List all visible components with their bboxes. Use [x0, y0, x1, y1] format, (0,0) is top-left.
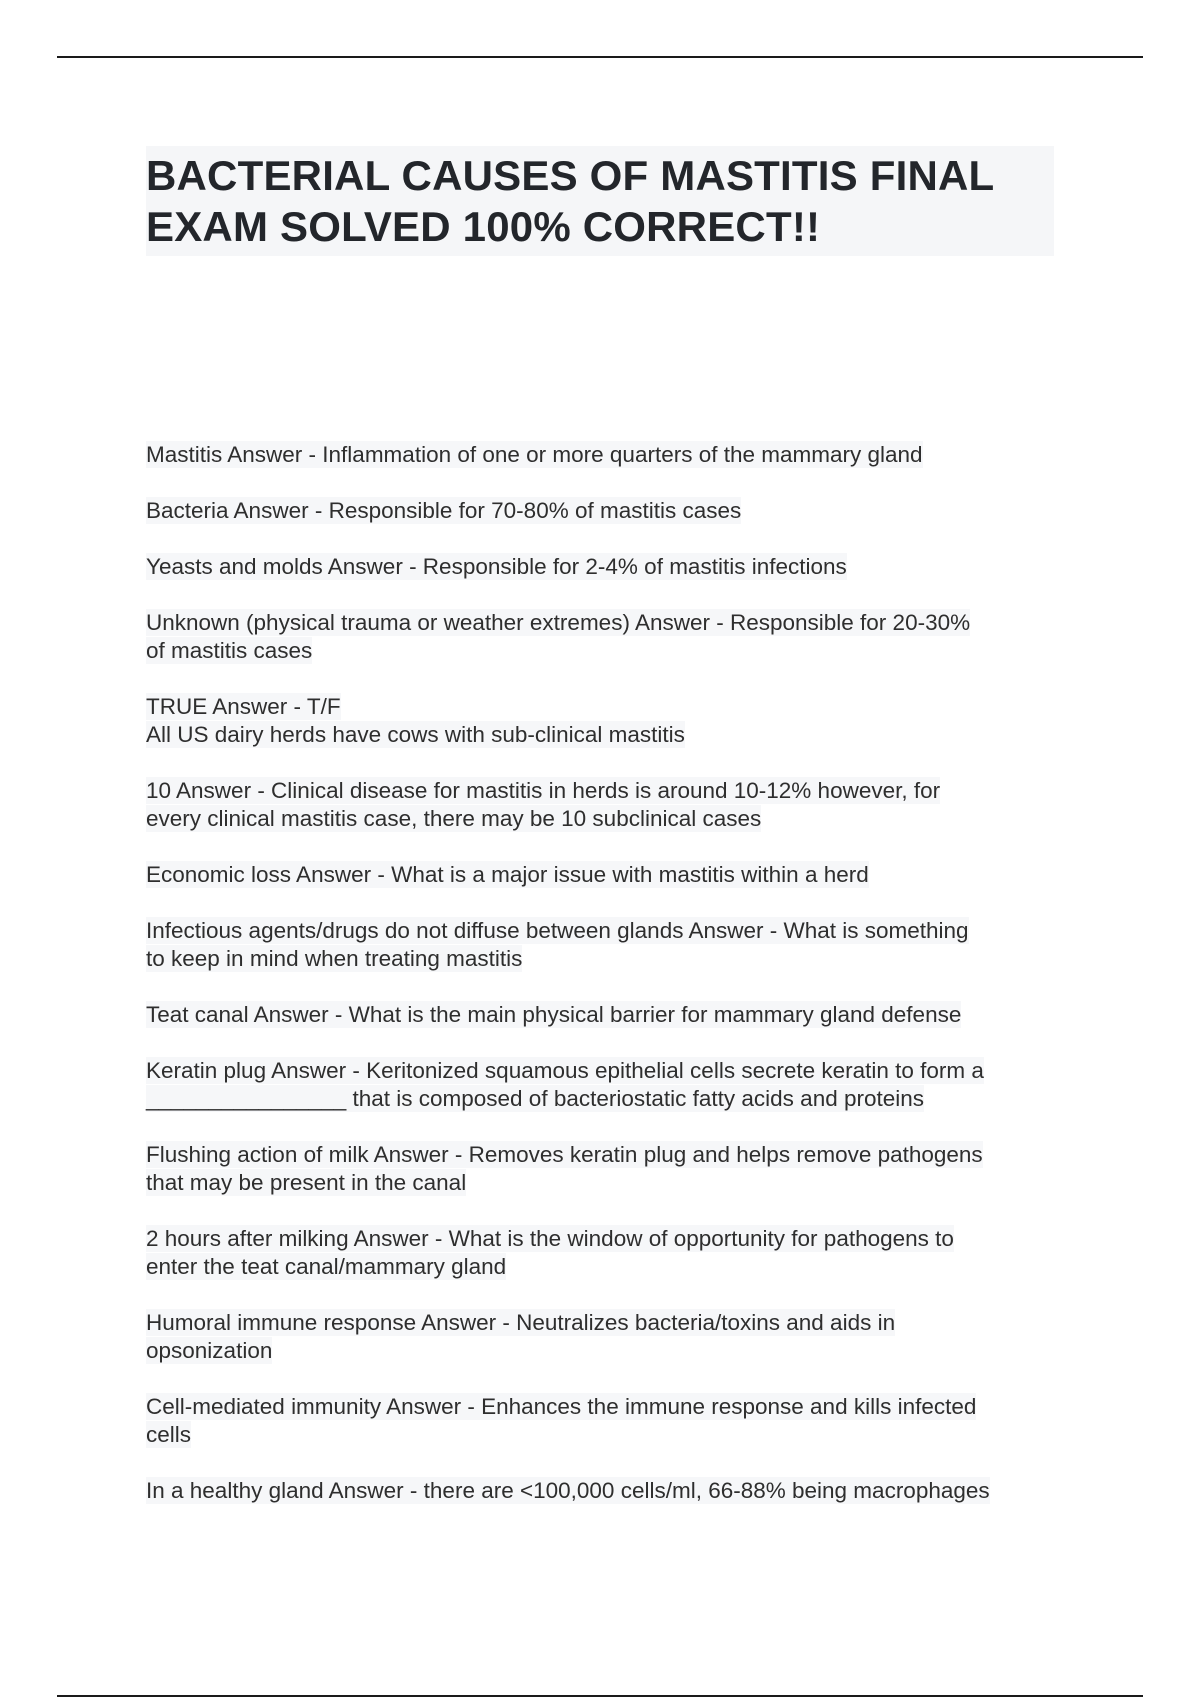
qa-item [146, 553, 1066, 581]
qa-text: Cell-mediated immunity Answer - Enhances the immune response and kills infected cells [146, 1394, 977, 1447]
qa-item [146, 1393, 1066, 1449]
qa-text: Economic loss Answer - What is a major issue with mastitis within a herd [146, 862, 869, 887]
qa-item [146, 497, 1066, 525]
title-block [146, 146, 1054, 256]
qa-item [146, 441, 1066, 469]
document-title: BACTERIAL CAUSES OF MASTITIS FINAL EXAM SOLVED 100% CORRECT!! [146, 152, 994, 250]
qa-item [146, 1141, 1066, 1197]
qa-text: Yeasts and molds Answer - Responsible for 2-4% of mastitis infections [146, 554, 847, 579]
qa-item [146, 1225, 1066, 1281]
qa-text: Mastitis Answer - Inflammation of one or more quarters of the mammary gland [146, 442, 923, 467]
qa-text: Infectious agents/drugs do not diffuse between glands Answer - What is something to keep in mind when treating mastitis [146, 918, 969, 971]
top-divider [57, 56, 1143, 58]
qa-text: Keratin plug Answer - Keritonized squamous epithelial cells secrete keratin to form a ________________ that is composed of bacteriostatic fatty acids and proteins [146, 1058, 984, 1111]
qa-text: 10 Answer - Clinical disease for mastitis in herds is around 10-12% however, for every clinical mastitis case, there may be 10 subclinical cases [146, 778, 941, 831]
qa-item [146, 1057, 1066, 1113]
bottom-divider [57, 1695, 1143, 1697]
qa-item [146, 917, 1066, 973]
qa-text: 2 hours after milking Answer - What is the window of opportunity for pathogens to enter the teat canal/mammary gland [146, 1226, 954, 1279]
qa-text: Flushing action of milk Answer - Removes keratin plug and helps remove pathogens that may be present in the canal [146, 1142, 983, 1195]
qa-text: Unknown (physical trauma or weather extremes) Answer - Responsible for 20-30% of mastitis cases [146, 610, 971, 663]
qa-text: Bacteria Answer - Responsible for 70-80% of mastitis cases [146, 498, 742, 523]
qa-item [146, 693, 1066, 749]
qa-item [146, 1477, 1066, 1505]
qa-text: TRUE Answer - T/F All US dairy herds have cows with sub-clinical mastitis [146, 694, 685, 747]
qa-list [146, 441, 1066, 1533]
qa-item [146, 1309, 1066, 1365]
qa-item [146, 777, 1066, 833]
qa-text: In a healthy gland Answer - there are <100,000 cells/ml, 66-88% being macrophages [146, 1478, 990, 1503]
qa-text: Humoral immune response Answer - Neutralizes bacteria/toxins and aids in opsonization [146, 1310, 896, 1363]
qa-text: Teat canal Answer - What is the main physical barrier for mammary gland defense [146, 1002, 962, 1027]
qa-item [146, 1001, 1066, 1029]
qa-item [146, 861, 1066, 889]
qa-item [146, 609, 1066, 665]
